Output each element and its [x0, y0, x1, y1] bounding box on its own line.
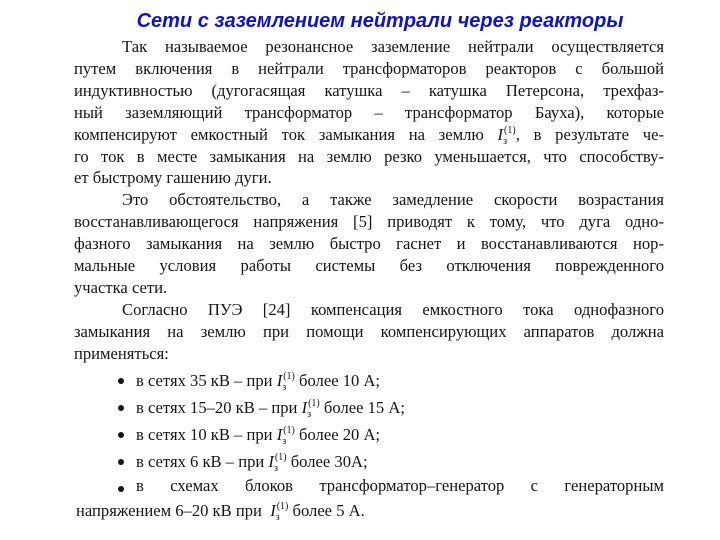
paragraph-1: [74, 36, 664, 189]
text-fragment: , в результате че-: [515, 124, 664, 144]
bullet-icon: [118, 486, 124, 492]
symbol-subscript: з: [275, 511, 280, 523]
text-fragment: более 20 А;: [299, 424, 381, 444]
symbol-base: I: [276, 424, 283, 444]
bullet-icon: [118, 405, 124, 411]
bullet-list: [74, 367, 664, 475]
text-fragment: более 30А;: [290, 451, 368, 471]
document-body: [74, 36, 664, 524]
text-line: восстанавливающегося напряжения [5] приводят к тому, что дуга одно-: [74, 212, 664, 232]
symbol-base: I: [276, 370, 283, 390]
text-fragment: более 5 А.: [292, 500, 365, 520]
list-item: [74, 394, 664, 421]
symbol-superscript: (1): [283, 424, 295, 436]
text-line: ет быстрому гашению дуги.: [74, 168, 272, 188]
symbol-base: I: [497, 124, 504, 144]
slide-title: Сети с заземлением нейтрали через реакторы: [136, 10, 624, 32]
text-line: Согласно ПУЭ [24] компенсация емкостного тока однофазного: [122, 299, 664, 319]
symbol-superscript: (1): [274, 451, 287, 463]
symbol-subscript: з: [273, 462, 278, 474]
ground-fault-current-symbol: [302, 394, 320, 421]
ground-fault-current-symbol: [268, 448, 286, 475]
ground-fault-current-symbol: [498, 124, 516, 146]
paragraph-3: [74, 299, 664, 365]
symbol-base: I: [301, 397, 308, 417]
text-line: [74, 124, 664, 146]
text-line: индуктивностью (дугогасящая катушка – катушка Петерсона, трехфаз-: [74, 80, 664, 100]
symbol-subscript: з: [282, 435, 287, 447]
ground-fault-current-symbol: [277, 421, 295, 448]
text-line: фазного замыкания на землю быстро гаснет и восстанавливаются нор-: [74, 234, 664, 254]
symbol-superscript: (1): [283, 370, 295, 382]
text-line: участка сети.: [74, 277, 168, 297]
symbol-superscript: (1): [308, 397, 320, 409]
text-fragment: в схемах блоков трансформатор–генератор с генераторным: [136, 475, 664, 495]
symbol-base: I: [268, 451, 274, 471]
symbol-superscript: (1): [504, 124, 516, 136]
bullet-icon: [118, 459, 124, 465]
text-line: замыкания на землю при помощи компенсирующих аппаратов должна: [74, 321, 664, 341]
text-line: путем включения в нейтрали трансформаторов реакторов с большой: [74, 58, 664, 78]
text-fragment: более 10 А;: [299, 370, 381, 390]
list-item: [74, 367, 664, 394]
symbol-superscript: (1): [276, 500, 289, 512]
symbol-subscript: з: [282, 381, 287, 393]
bullet-icon: [118, 378, 124, 384]
list-item: [74, 421, 664, 448]
ground-fault-current-symbol: [277, 367, 295, 394]
text-fragment: в сетях 10 кВ – при: [136, 424, 273, 444]
text-line: го ток в месте замыкания на землю резко уменьшается, что способству-: [74, 146, 664, 166]
text-fragment: в сетях 35 кВ – при: [136, 370, 273, 390]
bullet-icon: [118, 432, 124, 438]
list-item: [74, 448, 664, 475]
text-line: применяться:: [74, 343, 169, 363]
text-line: Так называемое резонансное заземление нейтрали осуществляется: [122, 37, 664, 56]
text-line: мальные условия работы системы без отключения поврежденного: [74, 256, 664, 276]
paragraph-2: [74, 189, 664, 299]
ground-fault-current-symbol: [270, 497, 288, 524]
text-line: [74, 475, 664, 497]
symbol-subscript: з: [503, 135, 508, 147]
symbol-base: I: [270, 500, 276, 520]
text-fragment: в сетях 15–20 кВ – при: [136, 397, 298, 417]
text-fragment: компенсируют емкостный ток замыкания на землю: [74, 124, 484, 144]
text-line: [76, 497, 664, 524]
text-fragment: напряжением 6–20 кВ при: [76, 500, 262, 520]
text-fragment: в сетях 6 кВ – при: [136, 451, 265, 471]
list-item-last: [74, 475, 664, 524]
symbol-subscript: з: [307, 408, 312, 420]
text-line: ный заземляющий трансформатор – трансформатор Бауха), которые: [74, 102, 664, 122]
text-line: Это обстоятельство, а также замедление скорости возрастания: [122, 190, 664, 210]
text-fragment: более 15 А;: [323, 397, 405, 417]
